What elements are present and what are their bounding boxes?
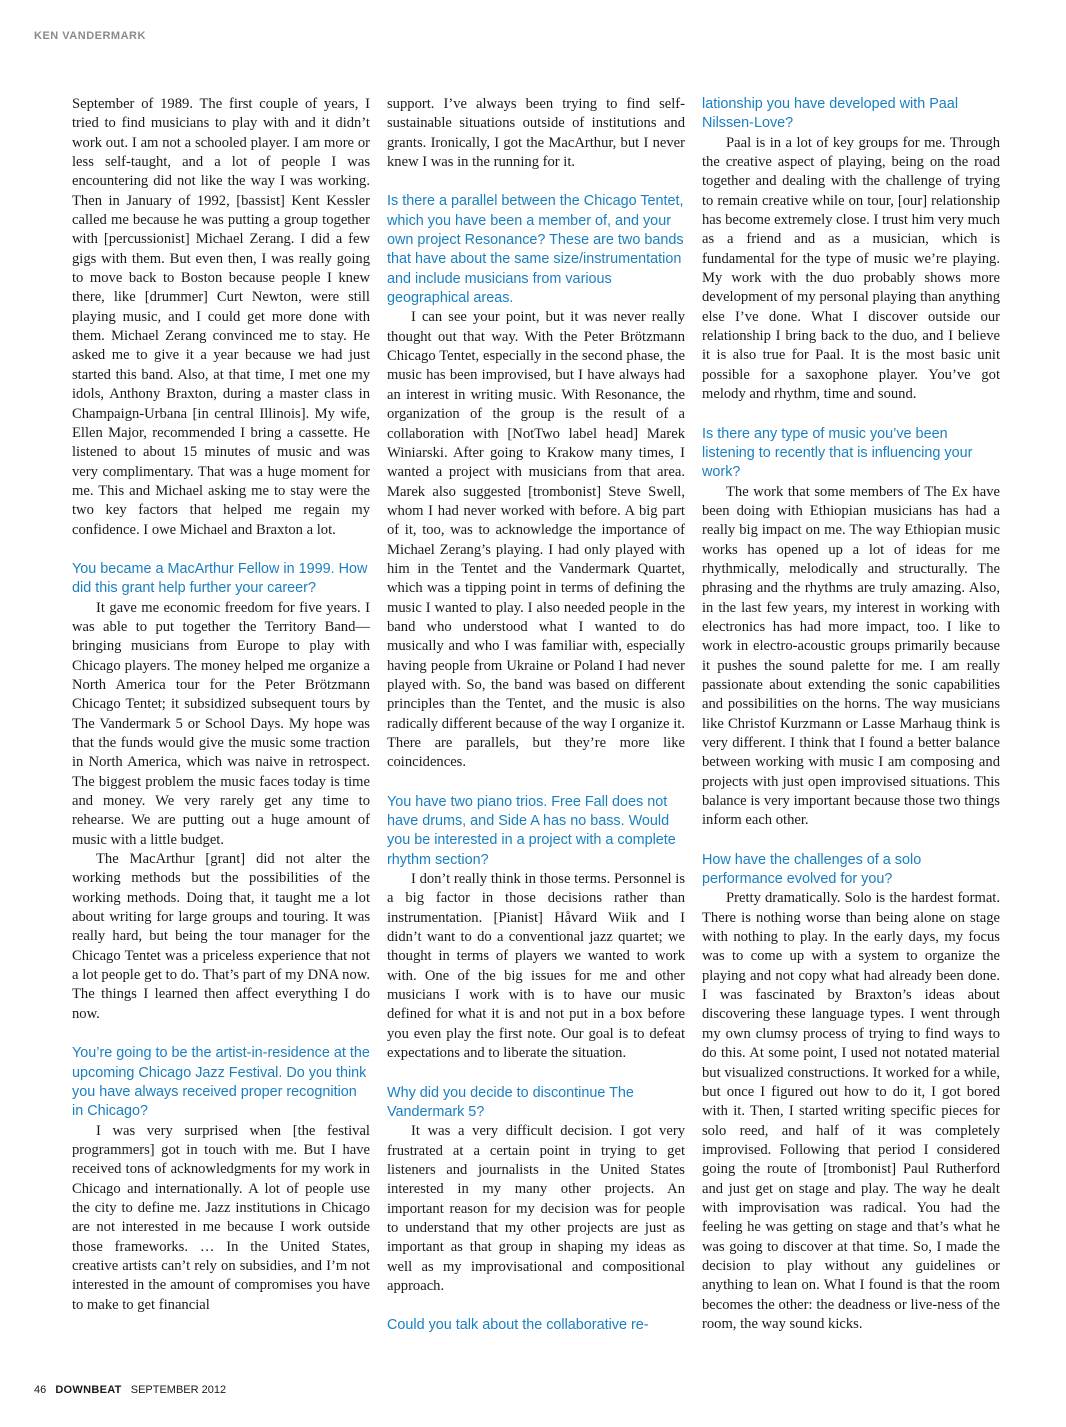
issue-date: SEPTEMBER 2012	[130, 1384, 227, 1396]
interview-question: Could you talk about the collaborative re-	[387, 1317, 649, 1334]
page-footer	[34, 1384, 226, 1396]
interview-question: You became a MacArthur Fellow in 1999. How did this grant help further your career?	[72, 560, 368, 597]
paragraph: The MacArthur [grant] did not alter the working methods but the possibilities of the working methods. Doing that, it taught me a lot about writing for large groups and touring. It was really hard, but being the tour manager for the Chicago Tentet was a priceless experience that not a lot people get to do. That’s part of my DNA now. The things I learned then affect everything I do now.	[72, 851, 370, 1022]
article-column-1	[72, 95, 370, 1315]
article-column-2	[387, 95, 685, 1336]
interview-question: Is there any type of music you’ve been listening to recently that is influencing your work?	[702, 425, 973, 481]
interview-question: lationship you have developed with Paal Nilssen-Love?	[702, 96, 959, 132]
paragraph: Paal is in a lot of key groups for me. Through the creative aspect of playing, being on the road together and dealing with the challenge of trying to remain creative while on tour, [our] relationship has become extremely close. I trust him very much as a friend and as a musician, which is fundamental for the type of music we’re playing. My work with the duo probably shows more development of my personal playing than anything else I’ve done. What I discover outside our relationship I bring back to the duo, and I believe it is also true for Paal. It is the most basic unit possible for a saxophone player. You’ve got melody and rhythm, time and sound.	[702, 134, 1000, 403]
paragraph: support. I’ve always been trying to find self-sustainable situations outside of institutions and grants. Ironically, I got the MacArthur, but I never knew I was in the running for it.	[387, 96, 685, 171]
paragraph: I was very surprised when [the festival programmers] got in touch with me. But I have received tons of acknowledgments for my work in Chicago and internationally. A lot of people use the city to define me. Jazz institutions in Chicago are not interested in me because I work outside those frameworks. … In the United States, creative artists can’t rely on subsidies, and I’m not interested in the amount of compromises you have to make to get financial	[72, 1122, 370, 1313]
running-head: KEN VANDERMARK	[34, 30, 146, 42]
paragraph: September of 1989. The first couple of years, I tried to find musicians to play with and it didn’t work out. I am not a schooled player. I am more or less self-taught, and a lot of people I was encountering did not like the way I was working. Then in January of 1992, [bassist] Kent Kessler called me because he was putting a group together with [percussionist] Michael Zerang. I did a few gigs with them. But even then, I was really going to move back to Boston because people I knew there, like [drummer] Curt Newton, were still playing music, and I could get more done with them. Michael Zerang convinced me to stay. He asked me to give it a year because we had just started this band. Also, at that time, I met one my idols, Anthony Braxton, during a master class in Champaign-Urbana [in central Illinois]. My wife, Ellen Major, recommended I bring a cassette. He listened to about 15 minutes of music and was very complimentary. That was a huge moment for me. This and Michael asking me to stay were the two key factors that helped me regain my confidence. I owe Michael and Braxton a lot.	[72, 96, 370, 538]
paragraph: It gave me economic freedom for five years. I was able to put together the Territory Band—bringing musicians from Europe to play with Chicago players. The money helped me organize a North America tour for the Peter Brötzmann Chicago Tentet; it subsidized subsequent tours by The Vandermark 5 or School Days. My hope was that the funds would give the music some traction in North America, which was naive in retrospect. The biggest problem the music faces today is time and money. We very rarely get any time to rehearse. We are putting out a huge amount of music with a little budget.	[72, 599, 370, 848]
paragraph: I don’t really think in those terms. Personnel is a big factor in those decisions rather than instrumentation. [Pianist] Håvard Wiik and I didn’t want to do a conventional jazz quartet; we thought in terms of players we wanted to work with. One of the big issues for me and other musicians I work with is to have our music defined for what it is and not put in a box before you even play the first note. Our goal is to defeat expectations and to liberate the situation.	[387, 871, 685, 1062]
interview-question: Why did you decide to discontinue The Vandermark 5?	[387, 1084, 634, 1120]
interview-question: You have two piano trios. Free Fall does not have drums, and Side A has no bass. Would you be interested in a project with a complete rhythm section?	[387, 793, 676, 868]
interview-question: How have the challenges of a solo performance evolved for you?	[702, 851, 922, 888]
paragraph: Pretty dramatically. Solo is the hardest format. There is nothing worse than being alone on stage with nothing to play. In the early days, my focus was to come up with a system to organize the playing and not copy what had already been done. I was fascinated by Braxton’s ideas about discovering these language types. I went through my own clumsy process of trying to find ways to do this. At some point, I used not notated material but visualized constructions. It worked for a while, but once I figured out how to do it, I got bored with it. Then, I started writing specific pieces for solo reed, and half of it was completely improvised. Following that period I considered going the route of [trombonist] Paul Rutherford and just get on stage and play. The way he dealt with improvisation was radical. You had the feeling he was getting on stage and that’s what he was going to discover at that time. So, I made the decision to play without any guidelines or anything to lean on. What I found is that the room becomes the other: the deadness or live-ness of the room, the way sound kicks.	[702, 890, 1000, 1332]
paragraph: It was a very difficult decision. I got very frustrated at a certain point in trying to get listeners and journalists in the United States interested in my many other projects. An important reason for my decision was for people to understand that my other projects are just as important as that group in shaping my ideas as well as my improvisational and compositional approach.	[387, 1123, 685, 1294]
magazine-name: DOWNBEAT	[55, 1384, 122, 1396]
article-column-3	[702, 95, 1000, 1334]
interview-question: Is there a parallel between the Chicago Tentet, which you have been a member of, and your own project Resonance? These are two bands that have about the same size/instrumentation and include musicians from various geographical areas.	[387, 193, 684, 307]
interview-question: You’re going to be the artist-in-residence at the upcoming Chicago Jazz Festival. Do you think you have always received proper recognition in Chicago?	[72, 1045, 370, 1120]
paragraph: I can see your point, but it was never really thought out that way. With the Peter Brötzmann Chicago Tentet, especially in the second phase, the music has been improvised, but I have always had an interest in writing music. With Resonance, the organization of the group is the result of a collaboration with [NotTwo label head] Marek Winiarski. After going to Krakow many times, I wanted a project with musicians from that area. Marek also suggested [trombonist] Steve Swell, whom I had never worked with before. A big part of it, too, was to acknowledge the importance of Michael Zerang’s playing. I had only played with him in the Tentet and the Vandermark Quartet, which was a tipping point in terms of defining the music I wanted to play. I also needed people in the band who understood what I wanted to do musically and who I was familiar with, especially having people from Ukraine or Poland I had never played with. So, the band was based on different principles than the Tentet, and the music is also radically different because of the way I organize it. There are parallels, but they’re more like coincidences.	[387, 309, 685, 771]
paragraph: The work that some members of The Ex have been doing with Ethiopian musicians has had a really big impact on me. The way Ethiopian music works has opened up a lot of ideas for me rhythmically, melodically and structurally. The phrasing and the rhythms are truly amazing. Also, in the last few years, my interest in working with electronics has had more impact, too. I like to work in electro-acoustic groups primarily because it pushes the sound palette for me. I am really passionate about extending the sonic capabilities and possibilities on the horns. The way musicians like Christof Kurzmann or Lasse Marhaug think is very different. I think that I found a better balance between working with music I am composing and projects with just open improvised situations. This balance is very important because those two things inform each other.	[702, 483, 1000, 829]
page-number: 46	[34, 1384, 47, 1396]
